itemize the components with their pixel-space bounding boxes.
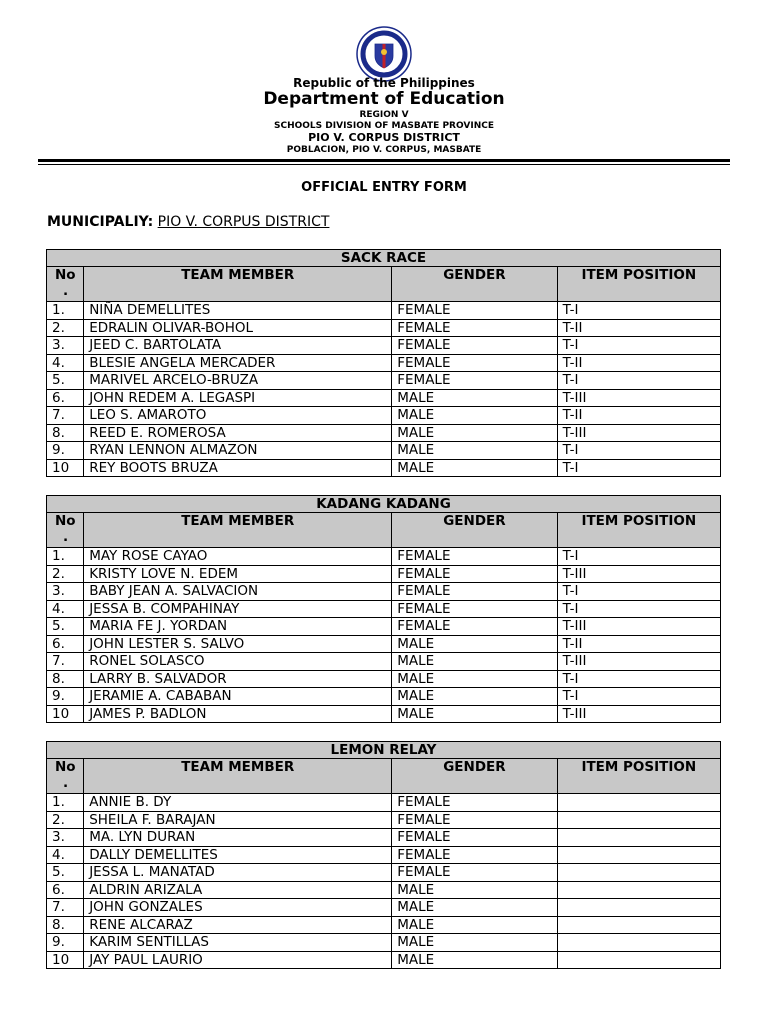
event-title-row <box>47 742 721 759</box>
cell-item-position <box>557 846 720 864</box>
cell-team-member: DALLY DEMELLITES <box>84 846 392 864</box>
cell-item-position: T-III <box>557 389 720 407</box>
cell-item-position: T-I <box>557 688 720 706</box>
table-row <box>47 424 721 442</box>
cell-item-position <box>557 899 720 917</box>
cell-item-position: T-III <box>557 705 720 723</box>
cell-team-member: KRISTY LOVE N. EDEM <box>84 565 392 583</box>
cell-item-position: T-I <box>557 583 720 601</box>
event-title-row <box>47 496 721 513</box>
column-header-no-line2: . <box>63 775 69 791</box>
cell-team-member: REY BOOTS BRUZA <box>84 459 392 477</box>
table-row <box>47 459 721 477</box>
cell-no: 3. <box>47 583 84 601</box>
cell-gender: MALE <box>392 653 557 671</box>
table-row <box>47 583 721 601</box>
column-header-no-line1: No <box>55 759 76 775</box>
entry-table-kadang-kadang <box>46 495 721 723</box>
cell-no: 10 <box>47 459 84 477</box>
cell-no: 5. <box>47 372 84 390</box>
cell-item-position: T-I <box>557 372 720 390</box>
table-row <box>47 635 721 653</box>
table-row <box>47 600 721 618</box>
table-row <box>47 881 721 899</box>
cell-item-position: T-II <box>557 635 720 653</box>
cell-no: 1. <box>47 302 84 320</box>
cell-item-position: T-I <box>557 459 720 477</box>
deped-seal-logo <box>351 26 417 82</box>
cell-team-member: REED E. ROMEROSA <box>84 424 392 442</box>
cell-no: 7. <box>47 653 84 671</box>
header-district: PIO V. CORPUS DISTRICT <box>308 131 460 144</box>
table-row <box>47 864 721 882</box>
cell-gender: MALE <box>392 916 557 934</box>
cell-item-position: T-III <box>557 424 720 442</box>
column-header-no <box>47 267 84 302</box>
cell-item-position: T-I <box>557 302 720 320</box>
table-row <box>47 548 721 566</box>
cell-gender: FEMALE <box>392 565 557 583</box>
header-republic: Republic of the Philippines <box>293 76 475 90</box>
municipality-label: MUNICIPALIY: <box>47 214 154 230</box>
cell-gender: MALE <box>392 442 557 460</box>
table-row <box>47 302 721 320</box>
column-header-gender: GENDER <box>392 513 557 548</box>
cell-gender: FEMALE <box>392 794 557 812</box>
cell-team-member: JESSA B. COMPAHINAY <box>84 600 392 618</box>
cell-team-member: JAY PAUL LAURIO <box>84 951 392 969</box>
column-header-no <box>47 513 84 548</box>
cell-gender: MALE <box>392 389 557 407</box>
cell-team-member: BABY JEAN A. SALVACION <box>84 583 392 601</box>
column-header-item-position: ITEM POSITION <box>557 267 720 302</box>
table-row <box>47 337 721 355</box>
cell-item-position: T-I <box>557 670 720 688</box>
table-row <box>47 846 721 864</box>
cell-no: 10 <box>47 951 84 969</box>
entry-table-lemon-relay <box>46 741 721 969</box>
cell-no: 10 <box>47 705 84 723</box>
column-header-gender: GENDER <box>392 759 557 794</box>
cell-item-position <box>557 864 720 882</box>
cell-no: 6. <box>47 635 84 653</box>
cell-no: 5. <box>47 864 84 882</box>
cell-item-position: T-I <box>557 600 720 618</box>
municipality-line <box>47 214 329 230</box>
cell-gender: MALE <box>392 951 557 969</box>
cell-team-member: RONEL SOLASCO <box>84 653 392 671</box>
column-header-team-member: TEAM MEMBER <box>84 759 392 794</box>
cell-no: 8. <box>47 670 84 688</box>
cell-no: 6. <box>47 389 84 407</box>
municipality-value: PIO V. CORPUS DISTRICT <box>157 214 330 230</box>
cell-item-position: T-I <box>557 548 720 566</box>
cell-no: 9. <box>47 688 84 706</box>
cell-item-position <box>557 916 720 934</box>
cell-no: 7. <box>47 407 84 425</box>
cell-no: 4. <box>47 354 84 372</box>
cell-item-position: T-II <box>557 407 720 425</box>
column-header-team-member: TEAM MEMBER <box>84 513 392 548</box>
cell-item-position: T-I <box>557 337 720 355</box>
cell-item-position <box>557 951 720 969</box>
cell-team-member: JOHN REDEM A. LEGASPI <box>84 389 392 407</box>
cell-gender: MALE <box>392 934 557 952</box>
cell-no: 2. <box>47 319 84 337</box>
column-header-no-line2: . <box>63 283 69 299</box>
cell-gender: MALE <box>392 881 557 899</box>
cell-item-position: T-I <box>557 442 720 460</box>
cell-item-position <box>557 829 720 847</box>
column-header-row <box>47 267 721 302</box>
table-row <box>47 565 721 583</box>
cell-gender: FEMALE <box>392 618 557 636</box>
entry-table-sack-race <box>46 249 721 477</box>
cell-item-position: T-III <box>557 565 720 583</box>
column-header-row <box>47 759 721 794</box>
cell-gender: FEMALE <box>392 583 557 601</box>
table-row <box>47 319 721 337</box>
table-row <box>47 811 721 829</box>
cell-team-member: JEED C. BARTOLATA <box>84 337 392 355</box>
table-row <box>47 618 721 636</box>
table-row <box>47 688 721 706</box>
event-title: SACK RACE <box>47 250 721 267</box>
cell-no: 2. <box>47 811 84 829</box>
cell-gender: MALE <box>392 688 557 706</box>
cell-gender: FEMALE <box>392 829 557 847</box>
cell-team-member: LEO S. AMAROTO <box>84 407 392 425</box>
column-header-no <box>47 759 84 794</box>
cell-gender: MALE <box>392 899 557 917</box>
cell-no: 7. <box>47 899 84 917</box>
cell-team-member: RENE ALCARAZ <box>84 916 392 934</box>
cell-team-member: JOHN LESTER S. SALVO <box>84 635 392 653</box>
cell-gender: FEMALE <box>392 600 557 618</box>
header-address: POBLACION, PIO V. CORPUS, MASBATE <box>286 145 482 155</box>
event-title: KADANG KADANG <box>47 496 721 513</box>
cell-no: 3. <box>47 337 84 355</box>
column-header-item-position: ITEM POSITION <box>557 513 720 548</box>
cell-no: 6. <box>47 881 84 899</box>
cell-team-member: ALDRIN ARIZALA <box>84 881 392 899</box>
column-header-no-line1: No <box>55 513 76 529</box>
cell-gender: MALE <box>392 407 557 425</box>
cell-team-member: RYAN LENNON ALMAZON <box>84 442 392 460</box>
cell-team-member: MA. LYN DURAN <box>84 829 392 847</box>
header-region: REGION V <box>359 110 409 120</box>
column-header-row <box>47 513 721 548</box>
cell-team-member: NIÑA DEMELLITES <box>84 302 392 320</box>
cell-team-member: MAY ROSE CAYAO <box>84 548 392 566</box>
cell-gender: FEMALE <box>392 302 557 320</box>
cell-no: 9. <box>47 442 84 460</box>
cell-no: 2. <box>47 565 84 583</box>
cell-team-member: JERAMIE A. CABABAN <box>84 688 392 706</box>
cell-team-member: BLESIE ANGELA MERCADER <box>84 354 392 372</box>
cell-item-position: T-II <box>557 319 720 337</box>
cell-item-position <box>557 934 720 952</box>
table-row <box>47 653 721 671</box>
table-row <box>47 934 721 952</box>
table-row <box>47 372 721 390</box>
table-row <box>47 407 721 425</box>
cell-gender: MALE <box>392 459 557 477</box>
column-header-gender: GENDER <box>392 267 557 302</box>
cell-gender: FEMALE <box>392 864 557 882</box>
cell-item-position <box>557 811 720 829</box>
cell-gender: FEMALE <box>392 811 557 829</box>
cell-no: 9. <box>47 934 84 952</box>
cell-gender: MALE <box>392 705 557 723</box>
cell-item-position: T-III <box>557 653 720 671</box>
table-row <box>47 670 721 688</box>
table-row <box>47 705 721 723</box>
table-row <box>47 389 721 407</box>
header-department: Department of Education <box>263 89 505 109</box>
cell-item-position <box>557 881 720 899</box>
cell-no: 8. <box>47 424 84 442</box>
header-rule-thin <box>38 164 730 165</box>
table-row <box>47 442 721 460</box>
event-title-row <box>47 250 721 267</box>
cell-team-member: MARIVEL ARCELO-BRUZA <box>84 372 392 390</box>
column-header-no-line2: . <box>63 529 69 545</box>
cell-gender: FEMALE <box>392 319 557 337</box>
cell-no: 4. <box>47 846 84 864</box>
cell-no: 5. <box>47 618 84 636</box>
table-row <box>47 899 721 917</box>
table-row <box>47 794 721 812</box>
cell-gender: FEMALE <box>392 846 557 864</box>
cell-gender: FEMALE <box>392 372 557 390</box>
column-header-team-member: TEAM MEMBER <box>84 267 392 302</box>
cell-no: 1. <box>47 548 84 566</box>
cell-team-member: JAMES P. BADLON <box>84 705 392 723</box>
cell-team-member: MARIA FE J. YORDAN <box>84 618 392 636</box>
cell-item-position: T-II <box>557 354 720 372</box>
cell-no: 1. <box>47 794 84 812</box>
form-title: OFFICIAL ENTRY FORM <box>301 180 467 195</box>
cell-team-member: KARIM SENTILLAS <box>84 934 392 952</box>
cell-no: 8. <box>47 916 84 934</box>
cell-gender: MALE <box>392 424 557 442</box>
cell-team-member: ANNIE B. DY <box>84 794 392 812</box>
cell-gender: MALE <box>392 670 557 688</box>
cell-team-member: EDRALIN OLIVAR-BOHOL <box>84 319 392 337</box>
cell-team-member: SHEILA F. BARAJAN <box>84 811 392 829</box>
cell-team-member: LARRY B. SALVADOR <box>84 670 392 688</box>
cell-gender: FEMALE <box>392 548 557 566</box>
column-header-no-line1: No <box>55 267 76 283</box>
table-row <box>47 916 721 934</box>
cell-team-member: JESSA L. MANATAD <box>84 864 392 882</box>
cell-no: 3. <box>47 829 84 847</box>
table-row <box>47 829 721 847</box>
header-division: SCHOOLS DIVISION OF MASBATE PROVINCE <box>274 121 494 131</box>
cell-team-member: JOHN GONZALES <box>84 899 392 917</box>
table-row <box>47 951 721 969</box>
event-title: LEMON RELAY <box>47 742 721 759</box>
cell-gender: FEMALE <box>392 354 557 372</box>
cell-item-position <box>557 794 720 812</box>
cell-no: 4. <box>47 600 84 618</box>
cell-item-position: T-III <box>557 618 720 636</box>
header-rule-thick <box>38 159 730 162</box>
cell-gender: FEMALE <box>392 337 557 355</box>
cell-gender: MALE <box>392 635 557 653</box>
table-row <box>47 354 721 372</box>
column-header-item-position: ITEM POSITION <box>557 759 720 794</box>
